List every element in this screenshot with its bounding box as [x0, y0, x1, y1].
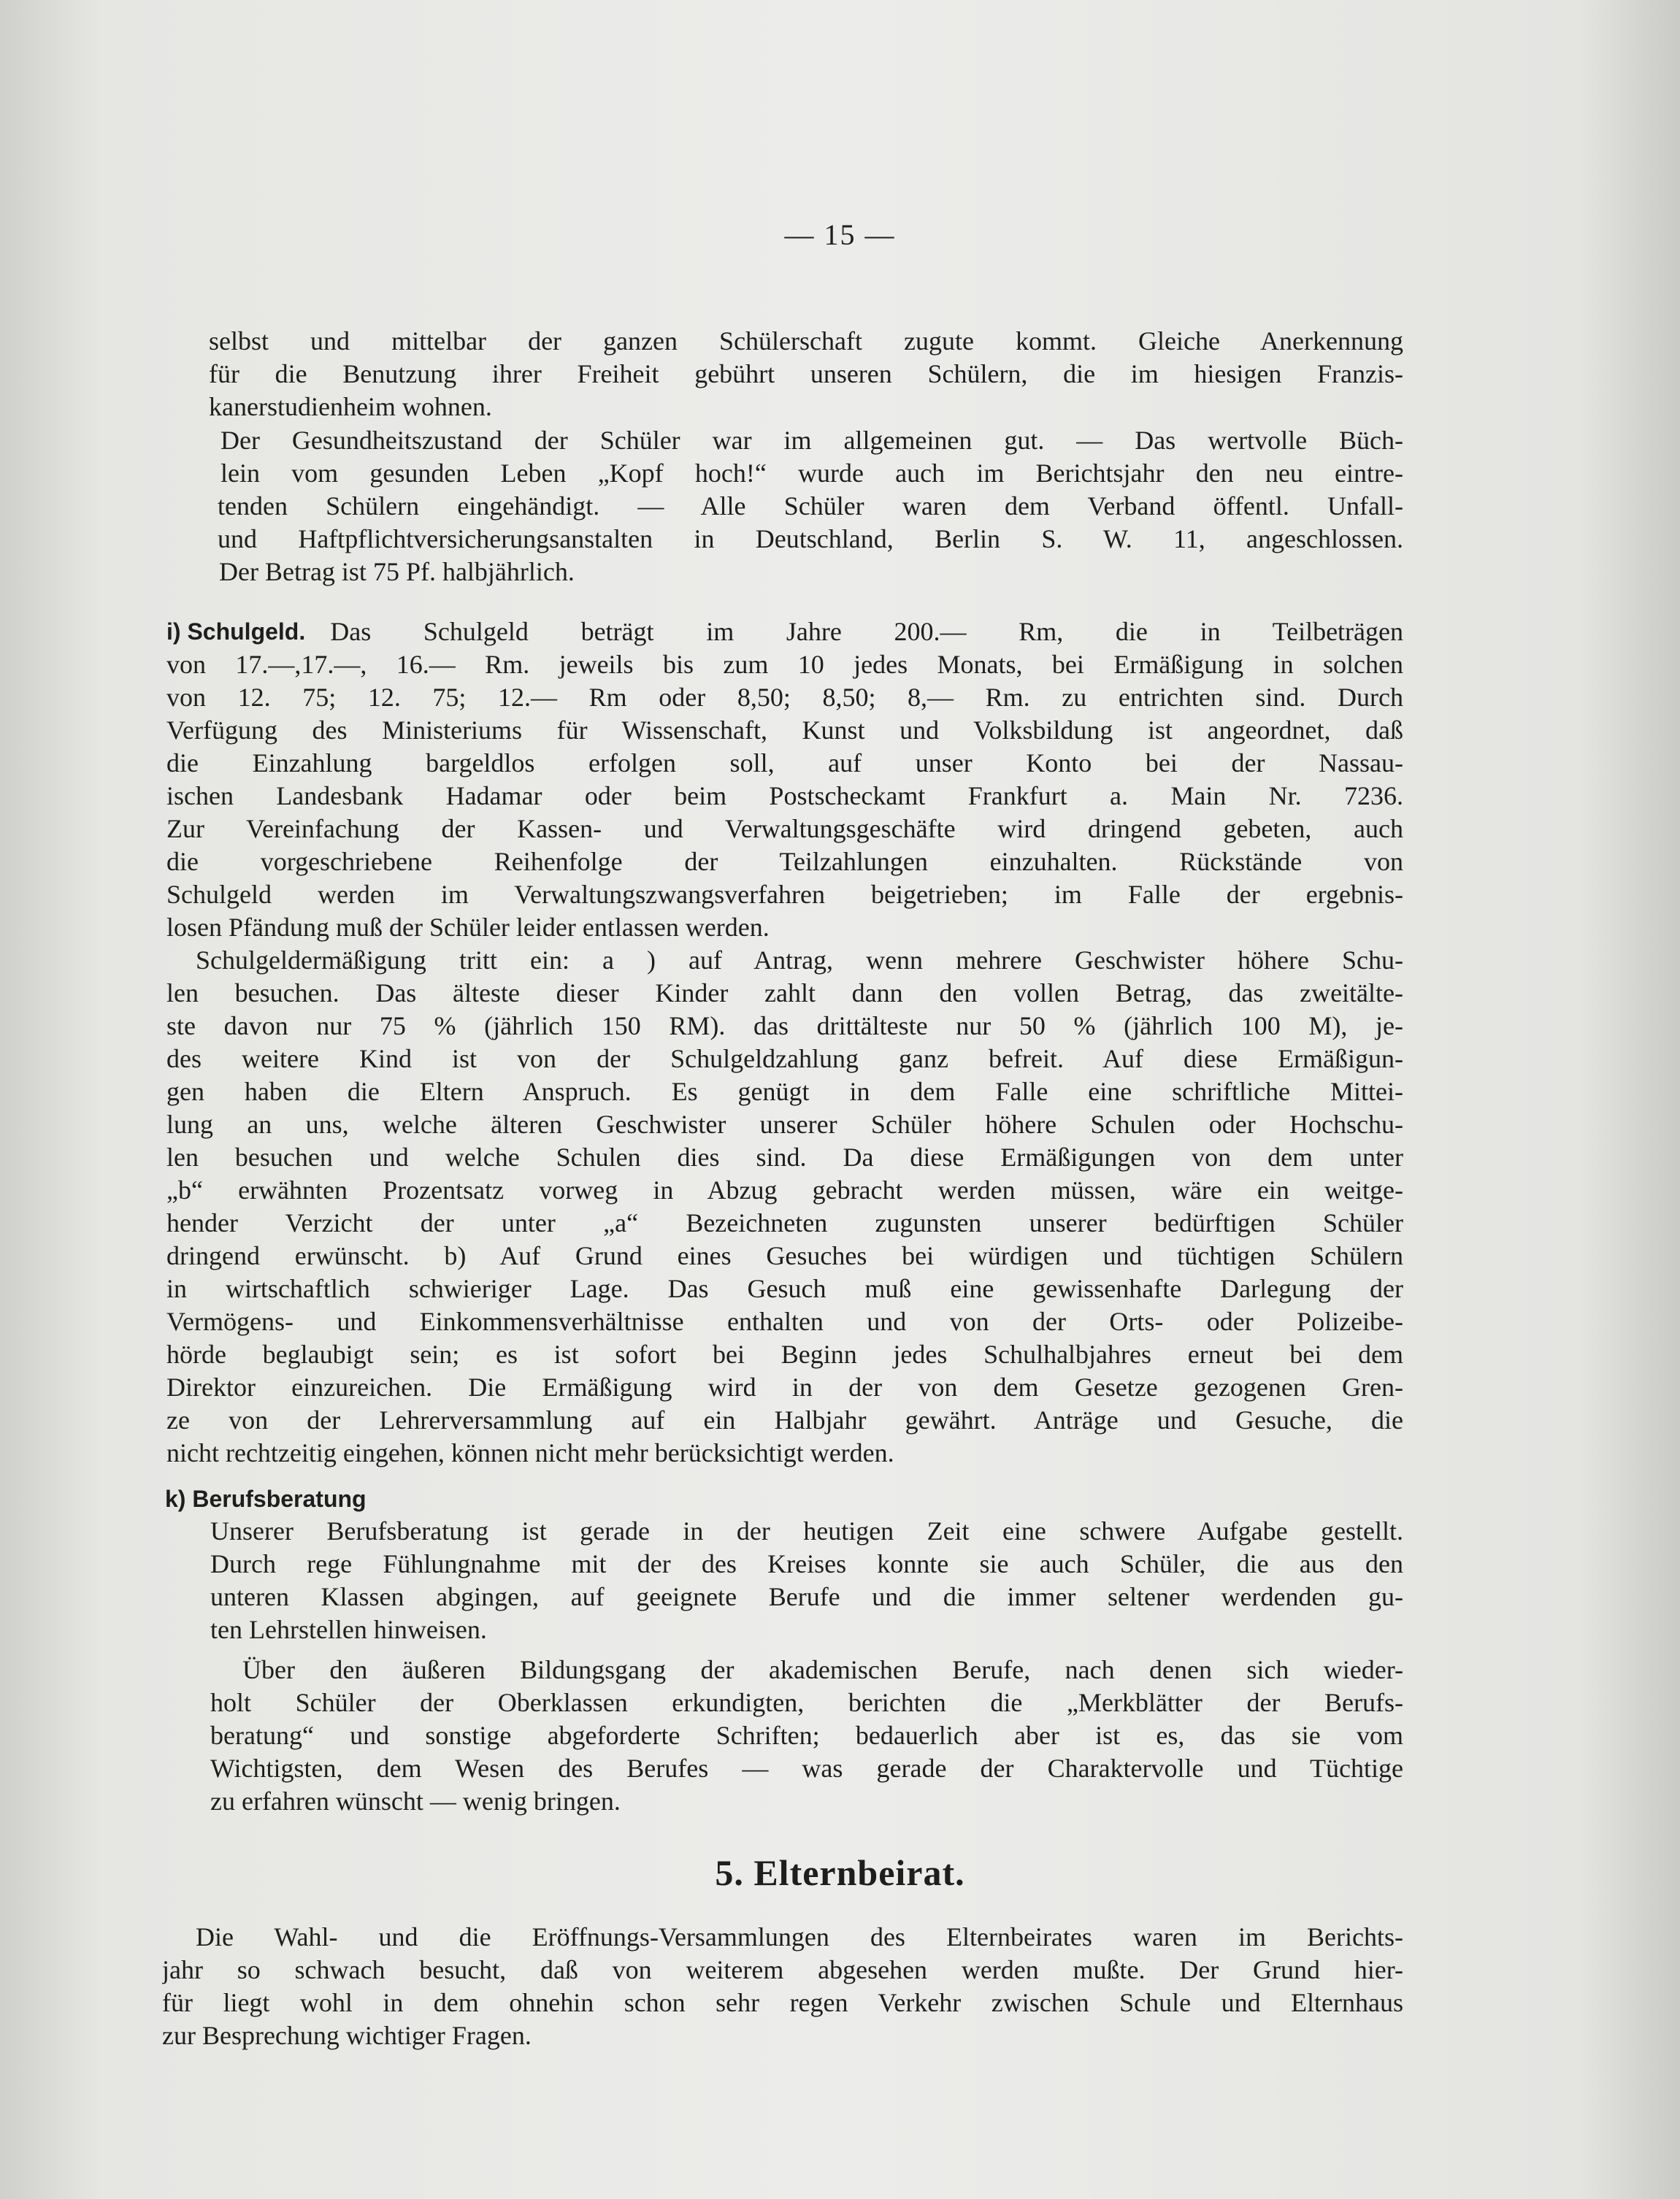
page-number: — 15 — [784, 218, 896, 251]
text-line: Verfügung des Ministeriums für Wissenschaft, Kunst und Volksbildung ist angeordnet, daß [166, 715, 1403, 745]
text-span: Das Schulgeld beträgt im Jahre 200.— Rm, die in Teilbeträgen [330, 617, 1403, 646]
text-line: tenden Schülern eingehändigt. — Alle Schüler waren dem Verband öffentl. Unfall- [218, 491, 1403, 521]
text-line: Durch rege Fühlungnahme mit der des Kreises konnte sie auch Schüler, die aus den [210, 1549, 1403, 1578]
section-elternbeirat [162, 1920, 1403, 2059]
intro-paragraph [209, 324, 1403, 426]
health-paragraph [209, 423, 1403, 599]
text-line: zu erfahren wünscht — wenig bringen. [210, 1787, 621, 1816]
section-schulgeld-continued [166, 1338, 1403, 1476]
text-line: ste davon nur 75 % (jährlich 150 RM). das drittälteste nur 50 % (jährlich 100 M), je- [166, 1011, 1403, 1040]
text-line: lein vom gesunden Leben „Kopf hoch!“ wurde auch im Berichtsjahr den neu eintre- [220, 458, 1403, 488]
text-line [166, 615, 1403, 648]
text-line: lung an uns, welche älteren Geschwister unserer Schüler höhere Schulen oder Hochschu- [166, 1110, 1403, 1139]
text-line: nicht rechtzeitig eingehen, können nicht mehr berücksichtigt werden. [166, 1438, 894, 1467]
text-line: selbst und mittelbar der ganzen Schülerschaft zugute kommt. Gleiche Anerkennung [209, 326, 1403, 356]
text-line: ischen Landesbank Hadamar oder beim Postscheckamt Frankfurt a. Main Nr. 7236. [166, 781, 1403, 810]
section-label-berufsberatung: k) Berufsberatung [165, 1486, 367, 1512]
text-line: losen Pfändung muß der Schüler leider entlassen werden. [166, 913, 770, 942]
text-line: „b“ erwähnten Prozentsatz vorweg in Abzug gebracht werden müssen, wäre ein weitge- [166, 1175, 1403, 1205]
text-line: hender Verzicht der unter „a“ Bezeichneten zugunsten unserer bedürftigen Schüler [166, 1208, 1403, 1237]
text-line: holt Schüler der Oberklassen erkundigten, berichten die „Merkblätter der Berufs- [210, 1688, 1403, 1717]
text-line: Unserer Berufsberatung ist gerade in der heutigen Zeit eine schwere Aufgabe gestellt. [210, 1516, 1403, 1546]
text-line: in wirtschaftlich schwieriger Lage. Das Gesuch muß eine gewissenhafte Darlegung der [166, 1274, 1403, 1303]
text-line: gen haben die Eltern Anspruch. Es genügt in dem Falle eine schriftliche Mittei- [166, 1077, 1403, 1106]
text-line: und Haftpflichtversicherungsanstalten in Deutschland, Berlin S. W. 11, angeschlossen. [218, 524, 1403, 553]
text-line: hörde beglaubigt sein; es ist sofort bei Beginn jedes Schulhalbjahres erneut bei dem [166, 1340, 1403, 1369]
section-berufsberatung [210, 1514, 1403, 1821]
text-line: für die Benutzung ihrer Freiheit gebührt unseren Schülern, die im hiesigen Franzis- [209, 359, 1403, 388]
text-line: die Einzahlung bargeldlos erfolgen soll, auf unser Konto bei der Nassau- [166, 748, 1403, 778]
text-line: Die Wahl- und die Eröffnungs-Versammlungen des Elternbeirates waren im Berichts- [196, 1922, 1403, 1952]
text-line: Schulgeldermäßigung tritt ein: a ) auf Antrag, wenn mehrere Geschwister höhere Schu- [196, 945, 1403, 975]
text-line: len besuchen und welche Schulen dies sind. Da diese Ermäßigungen von dem unter [166, 1143, 1403, 1172]
text-line: die vorgeschriebene Reihenfolge der Teilzahlungen einzuhalten. Rückstände von [166, 847, 1403, 876]
text-line: Schulgeld werden im Verwaltungszwangsverfahren beigetrieben; im Falle der ergebnis- [166, 880, 1403, 909]
text-line: Über den äußeren Bildungsgang der akademischen Berufe, nach denen sich wieder- [242, 1655, 1403, 1684]
text-line: von 17.—,17.—, 16.— Rm. jeweils bis zum 10 jedes Monats, bei Ermäßigung in solchen [166, 650, 1403, 679]
text-line: Wichtigsten, dem Wesen des Berufes — was gerade der Charaktervolle und Tüchtige [210, 1754, 1403, 1783]
text-line: kanerstudienheim wohnen. [209, 392, 492, 421]
text-line: des weitere Kind ist von der Schulgeldzahlung ganz befreit. Auf diese Ermäßigun- [166, 1044, 1403, 1073]
text-line: Zur Vereinfachung der Kassen- und Verwaltungsgeschäfte wird dringend gebeten, auch [166, 814, 1403, 843]
section-schulgeld [166, 615, 1403, 1345]
text-line: für liegt wohl in dem ohnehin schon sehr regen Verkehr zwischen Schule und Elternhaus [162, 1988, 1403, 2017]
section-heading-elternbeirat: 5. Elternbeirat. [715, 1852, 965, 1893]
text-line: Vermögens- und Einkommensverhältnisse enthalten und von der Orts- oder Polizeibe- [166, 1307, 1403, 1336]
text-line: beratung“ und sonstige abgeforderte Schriften; bedauerlich aber ist es, das sie vom [210, 1721, 1403, 1750]
text-line: Der Gesundheitszustand der Schüler war im allgemeinen gut. — Das wertvolle Büch- [220, 426, 1403, 455]
text-line: von 12. 75; 12. 75; 12.— Rm oder 8,50; 8,50; 8,— Rm. zu entrichten sind. Durch [166, 683, 1403, 712]
text-line: jahr so schwach besucht, daß von weiterem abgesehen werden mußte. Der Grund hier- [162, 1955, 1403, 1984]
text-line: Der Betrag ist 75 Pf. halbjährlich. [219, 557, 575, 586]
text-line: dringend erwünscht. b) Auf Grund eines Gesuches bei würdigen und tüchtigen Schülern [166, 1241, 1403, 1270]
text-line: len besuchen. Das älteste dieser Kinder zahlt dann den vollen Betrag, das zweitälte- [166, 978, 1403, 1008]
section-label-schulgeld: i) Schulgeld. [166, 618, 306, 645]
text-line: ze von der Lehrerversammlung auf ein Halbjahr gewährt. Anträge und Gesuche, die [166, 1405, 1403, 1435]
text-line: zur Besprechung wichtiger Fragen. [162, 2021, 532, 2050]
text-line: Direktor einzureichen. Die Ermäßigung wird in der von dem Gesetze gezogenen Gren- [166, 1373, 1403, 1402]
text-line: ten Lehrstellen hinweisen. [210, 1615, 487, 1644]
text-line: unteren Klassen abgingen, auf geeignete Berufe und die immer seltener werdenden gu- [210, 1582, 1403, 1611]
